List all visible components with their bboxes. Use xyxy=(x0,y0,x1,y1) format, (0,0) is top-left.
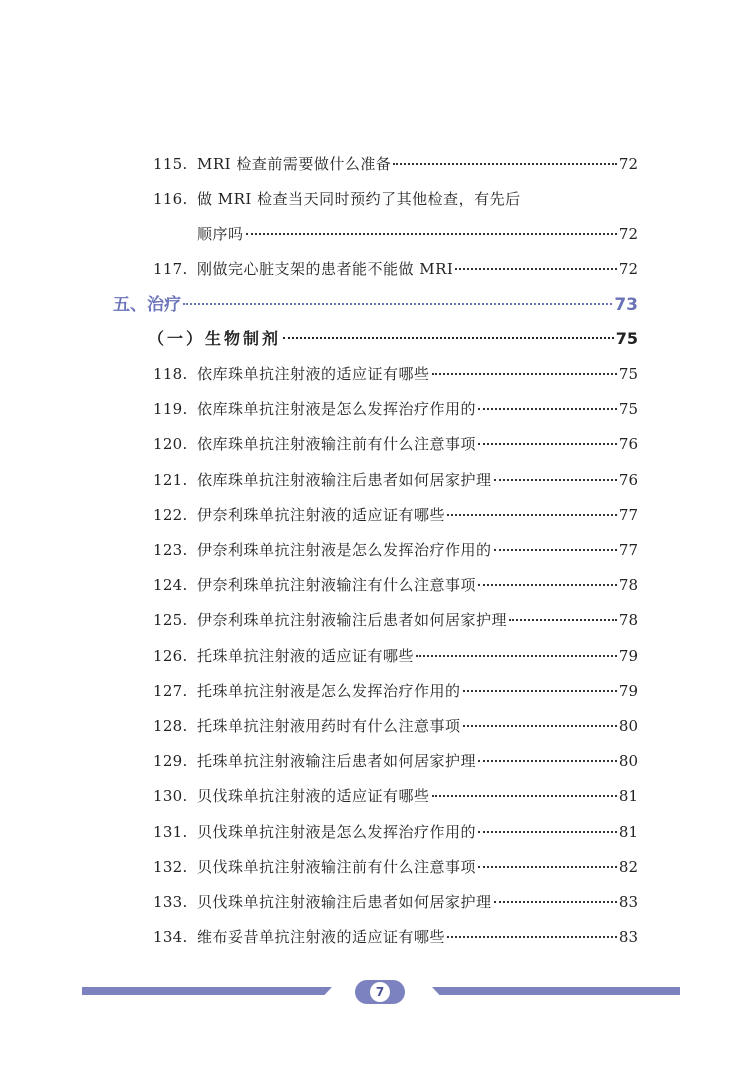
dot-leader xyxy=(455,268,617,270)
entry-title: 托珠单抗注射液用药时有什么注意事项 xyxy=(197,717,461,735)
entry-page: 79 xyxy=(618,682,638,700)
dot-leader xyxy=(478,408,617,410)
toc-entry xyxy=(0,784,750,808)
toc-entry xyxy=(0,503,750,527)
dot-leader xyxy=(432,795,617,797)
dot-leader xyxy=(494,549,617,551)
entry-number: 125. xyxy=(153,611,188,629)
toc-entry xyxy=(0,152,750,176)
entry-line xyxy=(197,362,638,386)
toc-entry xyxy=(0,679,750,703)
entry-page: 78 xyxy=(618,611,638,629)
entry-number: 124. xyxy=(153,576,188,594)
dot-leader xyxy=(494,901,617,903)
footer-bar-right xyxy=(432,987,680,995)
entry-page: 75 xyxy=(618,400,638,418)
entry-page: 78 xyxy=(618,576,638,594)
entry-title: 托珠单抗注射液是怎么发挥治疗作用的 xyxy=(197,682,461,700)
toc-entry xyxy=(0,644,750,668)
page-number-badge xyxy=(355,980,405,1004)
toc-entry xyxy=(0,890,750,914)
entry-page: 83 xyxy=(618,928,638,946)
toc-entry xyxy=(0,855,750,879)
entry-page: 76 xyxy=(618,435,638,453)
entry-title: 托珠单抗注射液的适应证有哪些 xyxy=(197,647,415,665)
entry-page: 77 xyxy=(618,506,638,524)
page-number: 7 xyxy=(370,982,390,1002)
entry-title: 伊奈利珠单抗注射液是怎么发挥治疗作用的 xyxy=(197,541,492,559)
entry-line xyxy=(197,608,638,632)
entry-number: 127. xyxy=(153,682,188,700)
entry-line xyxy=(197,820,638,844)
entry-page: 75 xyxy=(618,365,638,383)
dot-leader xyxy=(478,866,617,868)
entry-title: 刚做完心脏支架的患者能不能做 MRI xyxy=(197,260,454,278)
entry-number: 115. xyxy=(153,155,188,173)
entry-number: 132. xyxy=(153,858,188,876)
dot-leader xyxy=(494,479,617,481)
entry-title: MRI 检查前需要做什么准备 xyxy=(197,155,392,173)
toc-entry xyxy=(0,362,750,386)
entry-title: 伊奈利珠单抗注射液输注有什么注意事项 xyxy=(197,576,477,594)
entry-number: 129. xyxy=(153,752,188,770)
entry-title: 做 MRI 检查当天同时预约了其他检查，有先后 xyxy=(197,190,521,208)
entry-line xyxy=(197,644,638,668)
entry-line xyxy=(197,468,638,492)
entry-page: 80 xyxy=(618,717,638,735)
entry-line xyxy=(197,432,638,456)
dot-leader xyxy=(509,619,617,621)
entry-number: 123. xyxy=(153,541,188,559)
toc-entry xyxy=(0,397,750,421)
entry-page: 79 xyxy=(618,647,638,665)
entry-line xyxy=(197,925,638,949)
toc-entry xyxy=(0,468,750,492)
entry-title: 伊奈利珠单抗注射液的适应证有哪些 xyxy=(197,506,446,524)
toc-entry xyxy=(0,432,750,456)
entry-line xyxy=(197,503,638,527)
entry-page: 77 xyxy=(618,541,638,559)
entry-page: 76 xyxy=(618,471,638,489)
entry-title: 托珠单抗注射液输注后患者如何居家护理 xyxy=(197,752,477,770)
dot-leader xyxy=(478,831,617,833)
toc-entry xyxy=(0,749,750,773)
subsection-title: （一）生物制剂 xyxy=(148,329,282,348)
dot-leader xyxy=(432,373,617,375)
entry-title: 依库珠单抗注射液的适应证有哪些 xyxy=(197,365,430,383)
entry-number: 121. xyxy=(153,471,188,489)
entry-page: 72 xyxy=(618,260,638,278)
section-title: 五、治疗 xyxy=(113,295,181,315)
entry-page: 80 xyxy=(618,752,638,770)
entry-line xyxy=(197,573,638,597)
entry-line xyxy=(197,222,638,246)
entry-title: 贝伐珠单抗注射液是怎么发挥治疗作用的 xyxy=(197,823,477,841)
subsection-heading xyxy=(148,326,638,352)
entry-number: 118. xyxy=(153,365,188,383)
dot-leader xyxy=(463,725,617,727)
entry-line xyxy=(197,538,638,562)
entry-title: 顺序吗 xyxy=(197,225,244,243)
entry-page: 81 xyxy=(618,823,638,841)
entry-line xyxy=(197,890,638,914)
dot-leader xyxy=(283,337,614,339)
entry-number: 134. xyxy=(153,928,188,946)
entry-title: 贝伐珠单抗注射液输注后患者如何居家护理 xyxy=(197,893,492,911)
entry-page: 72 xyxy=(618,225,638,243)
entry-line xyxy=(197,187,638,211)
entry-line xyxy=(197,397,638,421)
dot-leader xyxy=(393,163,617,165)
toc-entry xyxy=(0,925,750,949)
dot-leader xyxy=(246,233,617,235)
entry-number: 128. xyxy=(153,717,188,735)
entry-title: 依库珠单抗注射液输注后患者如何居家护理 xyxy=(197,471,492,489)
dot-leader xyxy=(183,303,612,305)
dot-leader xyxy=(447,514,617,516)
toc-entry xyxy=(0,538,750,562)
toc-entry-continuation xyxy=(0,222,750,246)
dot-leader xyxy=(478,584,617,586)
entry-page: 82 xyxy=(618,858,638,876)
entry-line xyxy=(197,855,638,879)
entry-page: 81 xyxy=(618,787,638,805)
toc-entry xyxy=(0,820,750,844)
entry-title: 伊奈利珠单抗注射液输注后患者如何居家护理 xyxy=(197,611,508,629)
entry-title: 维布妥昔单抗注射液的适应证有哪些 xyxy=(197,928,446,946)
entry-number: 131. xyxy=(153,823,188,841)
entry-line xyxy=(197,257,638,281)
dot-leader xyxy=(478,443,617,445)
entry-number: 130. xyxy=(153,787,188,805)
toc-entry xyxy=(0,573,750,597)
entry-title: 依库珠单抗注射液是怎么发挥治疗作用的 xyxy=(197,400,477,418)
entry-number: 119. xyxy=(153,400,188,418)
entry-number: 120. xyxy=(153,435,188,453)
entry-title: 贝伐珠单抗注射液输注前有什么注意事项 xyxy=(197,858,477,876)
entry-page: 72 xyxy=(618,155,638,173)
section-heading xyxy=(113,292,638,318)
dot-leader xyxy=(478,760,617,762)
entry-number: 116. xyxy=(153,190,188,208)
entry-line xyxy=(197,749,638,773)
dot-leader xyxy=(416,655,617,657)
entry-line xyxy=(197,679,638,703)
entry-line xyxy=(197,152,638,176)
subsection-page: 75 xyxy=(615,329,638,348)
dot-leader xyxy=(447,936,617,938)
entry-number: 117. xyxy=(153,260,188,278)
entry-number: 133. xyxy=(153,893,188,911)
footer-bar-left xyxy=(82,987,332,995)
section-page: 73 xyxy=(614,295,638,315)
entry-title: 依库珠单抗注射液输注前有什么注意事项 xyxy=(197,435,477,453)
entry-title: 贝伐珠单抗注射液的适应证有哪些 xyxy=(197,787,430,805)
toc-entry xyxy=(0,257,750,281)
toc-entry xyxy=(0,608,750,632)
entry-line xyxy=(197,784,638,808)
entry-line xyxy=(197,714,638,738)
dot-leader xyxy=(463,690,617,692)
entry-page: 83 xyxy=(618,893,638,911)
toc-entry xyxy=(0,187,750,211)
entry-number: 126. xyxy=(153,647,188,665)
toc-entry xyxy=(0,714,750,738)
entry-number: 122. xyxy=(153,506,188,524)
